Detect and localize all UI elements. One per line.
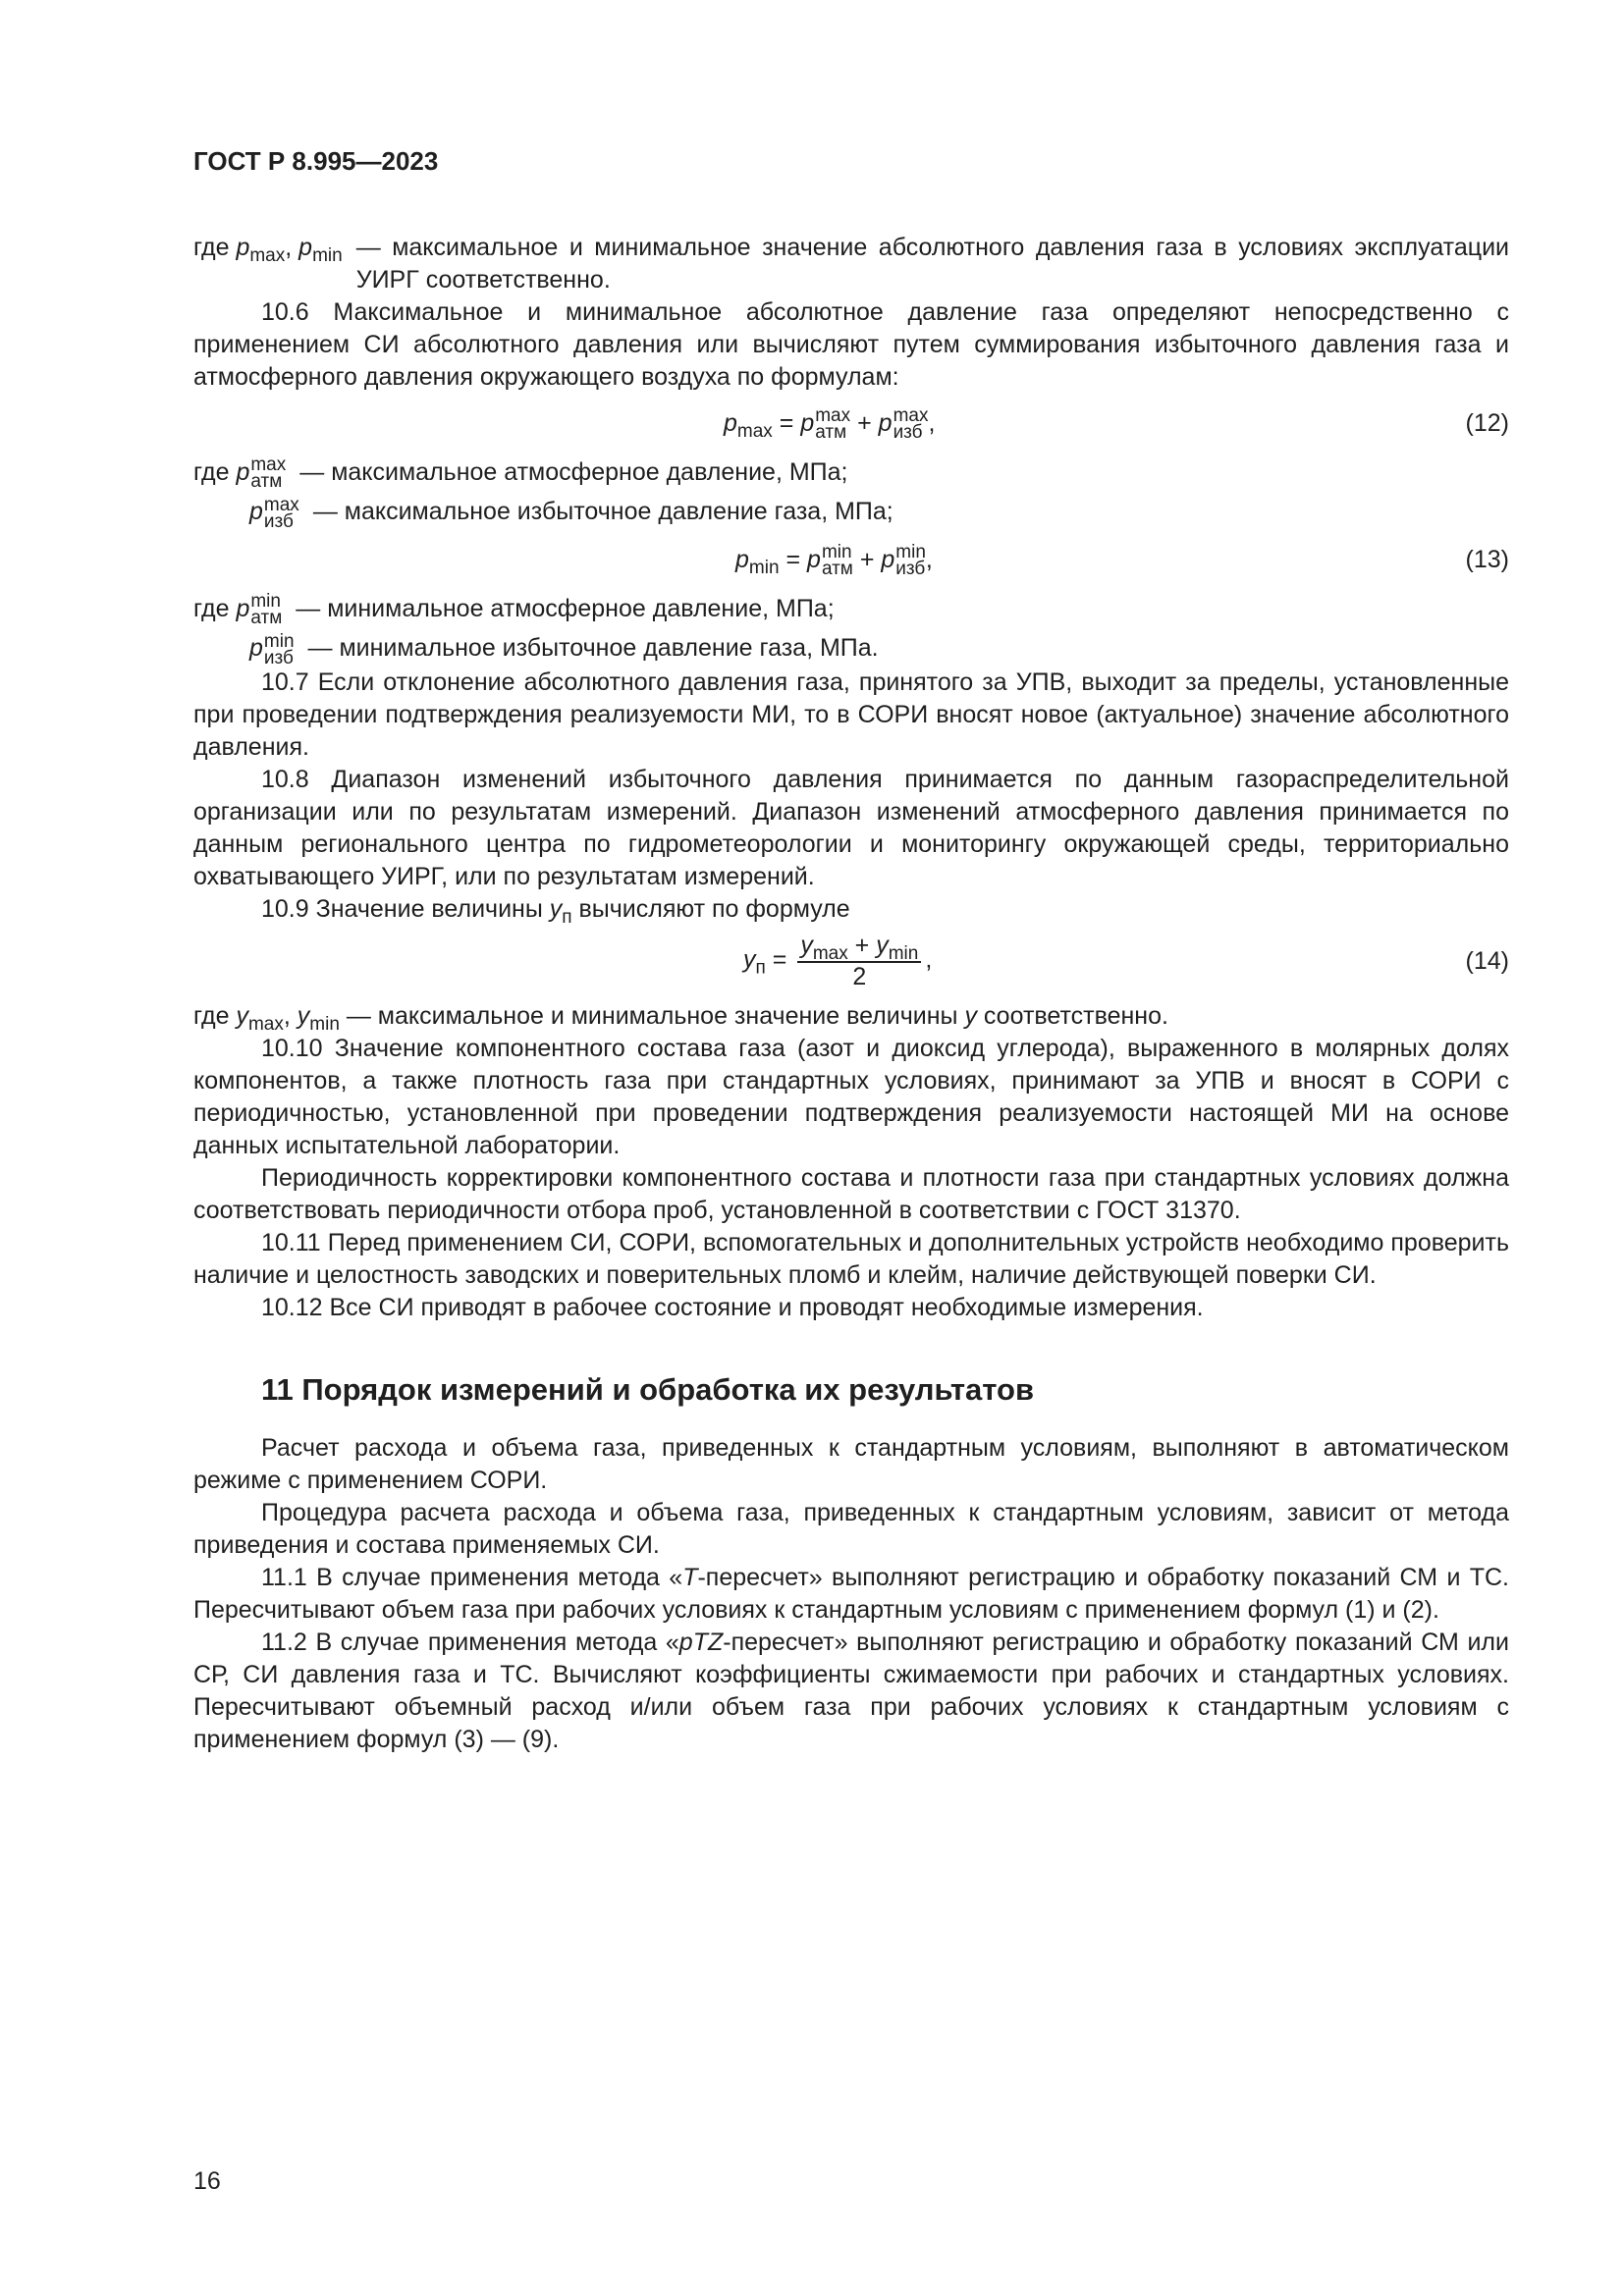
document-header: ГОСТ Р 8.995—2023 <box>193 146 439 176</box>
paragraph-10-8: 10.8 Диапазон изменений избыточного давления принимается по данным газораспределительной организации или по результатам измерений. Диапазон изменений атмосферного давления принимается по данным регионального центра по гидрометеорологии и мониторингу окружающей среды, территориально охватывающего УИРГ, или по результатам измерений. <box>193 765 1509 890</box>
where-14: где $y_{max}$, $y_{min}$ — максимальное и минимальное значение величины y соответственно. <box>193 1001 1168 1035</box>
where-pmax-pmin: где $p_{max}$, $p_{min}$ — максимальное и минимальное значение абсолютного давления газа в условиях эксплуатации УИРГ соответственно. <box>193 232 1509 296</box>
paragraph-10-11: 10.11 Перед применением СИ, СОРИ, вспомогательных и дополнительных устройств необходимо проверить наличие и целостность заводских и поверительных пломб и клейм, наличие действующей поверки СИ. <box>193 1228 1509 1289</box>
paragraph-periodicity: Периодичность корректировки компонентного состава и плотности газа при стандартных условиях должна соответствовать периодичности отбора проб, установленной в соответствии с ГОСТ 31370. <box>193 1163 1509 1224</box>
formula-13-number: (13) <box>1465 545 1509 573</box>
where-12-a: где p max атм — максимальное атмосферное давление, МПа; <box>193 454 848 493</box>
paragraph-10-9: 10.9 Значение величины $y_п$ вычисляют по формуле <box>261 894 850 928</box>
where-12-b: p max изб — максимальное избыточное давление газа, МПа; <box>249 494 893 532</box>
formula-14 <box>193 926 1509 1000</box>
paragraph-11-intro-2: Процедура расчета расхода и объема газа, приведенных к стандартным условиям, зависит от метода приведения и состава применяемых СИ. <box>193 1498 1509 1559</box>
page-number: 16 <box>193 2167 221 2195</box>
paragraph-10-10: 10.10 Значение компонентного состава газа (азот и диоксид углерода), выраженного в молярных долях компонентов, а также плотность газа при стандартных условиях, принимают за УПВ и вносят в СОРИ с периодичностью, установленной при проведении подтверждения реализуемости настоящей МИ на основе данных испытательной лаборатории. <box>193 1034 1509 1159</box>
section-11-title: 11 Порядок измерений и обработка их результатов <box>261 1371 1035 1407</box>
where-13-a: где p min атм — минимальное атмосферное давление, МПа; <box>193 591 835 629</box>
symbol-pmax: $p_{max}$ <box>236 234 286 266</box>
paragraph-10-12: 10.12 Все СИ приводят в рабочее состояние и проводят необходимые измерения. <box>261 1293 1204 1321</box>
formula-14-number: (14) <box>1465 946 1509 975</box>
formula-12 <box>193 394 1509 449</box>
formula-13 <box>193 530 1509 585</box>
paragraph-11-intro-1: Расчет расхода и объема газа, приведенных к стандартным условиям, выполняют в автоматическом режиме с применением СОРИ. <box>193 1433 1509 1494</box>
formula-12-expression: $p_{max} = p$ max атм + p max изб , <box>724 405 936 444</box>
paragraph-11-2: 11.2 В случае применения метода «pTZ-пересчет» выполняют регистрацию и обработку показаний СМ или СР, СИ давления газа и ТС. Вычисляют коэффициенты сжимаемости при рабочих и стандартных условиях. Пересчитывают объемный расход и/или объем газа при рабочих условиях к стандартным условиям с применением формул (3) — (9). <box>193 1628 1509 1753</box>
where-pmax-pmin-text: — максимальное и минимальное значение абсолютного давления газа в условиях эксплуатации УИРГ соответственно. <box>355 234 1509 294</box>
paragraph-11-1: 11.1 В случае применения метода «T-пересчет» выполняют регистрацию и обработку показаний СМ и ТС. Пересчитывают объем газа при рабочих условиях к стандартным условиям с применением формул (1) и (2). <box>193 1563 1509 1624</box>
document-body <box>193 232 1509 1756</box>
where-13-b: p min изб — минимальное избыточное давление газа, МПа. <box>249 630 879 668</box>
paragraph-10-6: 10.6 Максимальное и минимальное абсолютное давление газа определяют непосредственно с применением СИ абсолютного давления или вычисляют путем суммирования избыточного давления газа и атмосферного давления окружающего воздуха по формулам: <box>193 298 1509 391</box>
symbol-pmin: $p_{min}$ <box>298 234 343 266</box>
formula-14-expression: $y_п$ = $\frac{y_{max} + y_{min}}{2}$ , <box>743 931 933 990</box>
formula-13-expression: $p_{min} = p$ min атм + p min изб , <box>735 542 933 580</box>
formula-12-number: (12) <box>1465 409 1509 437</box>
paragraph-10-7: 10.7 Если отклонение абсолютного давления газа, принятого за УПВ, выходит за пределы, установленные при проведении подтверждения реализуемости МИ, то в СОРИ вносят новое (актуальное) значение абсолютного давления. <box>193 667 1509 761</box>
